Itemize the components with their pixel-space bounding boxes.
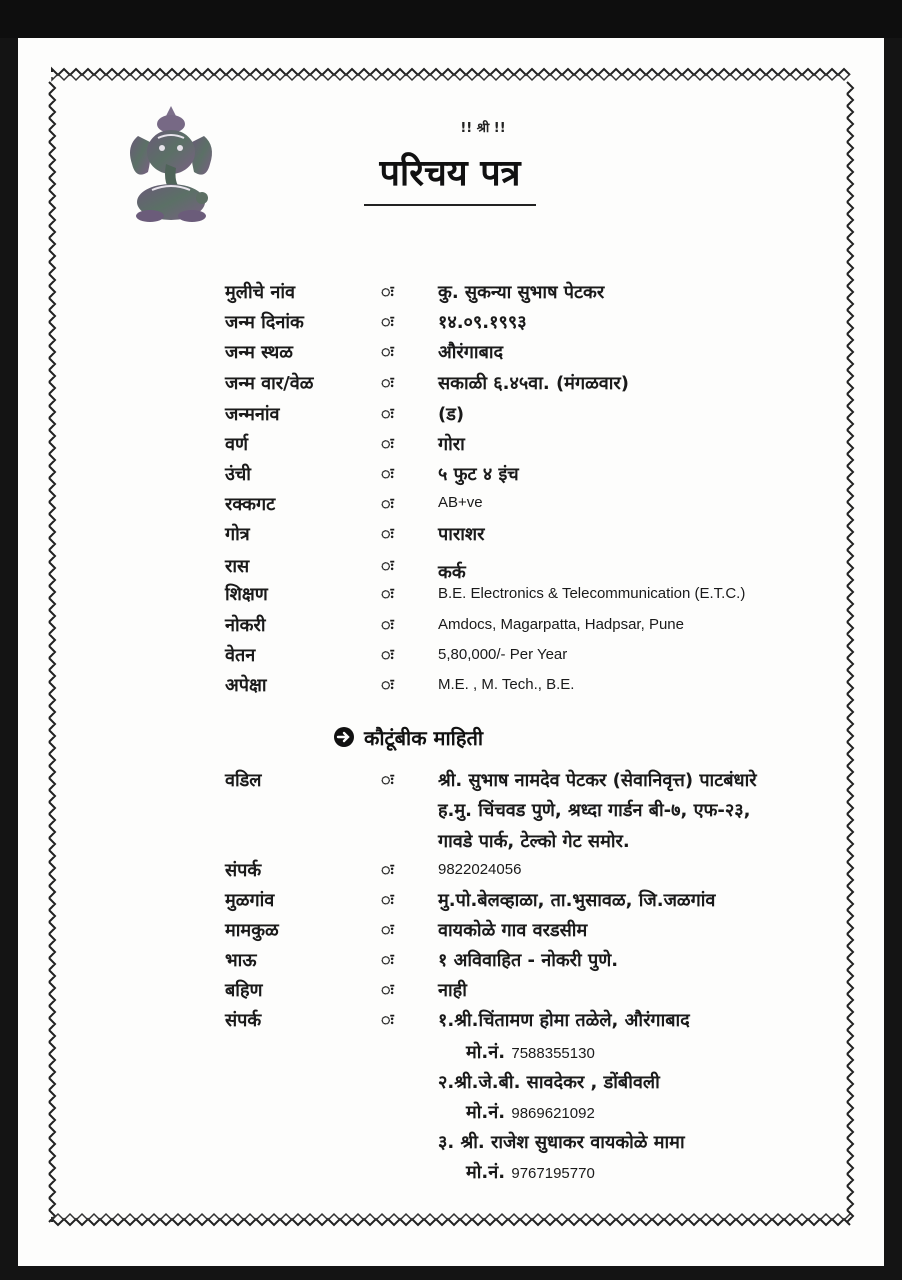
field-row [0, 522, 902, 552]
separator: ः [381, 404, 394, 423]
reference-phone-line [466, 1040, 595, 1064]
phone-prefix: मो.नं. [466, 1042, 506, 1063]
ganesh-emblem-icon [122, 102, 220, 226]
field-label: रास [225, 556, 250, 577]
separator: ः [381, 494, 394, 513]
reference-phone-line [466, 1160, 595, 1184]
field-label: गोत्र [225, 524, 250, 545]
field-value: 5,80,000/- Per Year [438, 646, 568, 663]
field-label: अपेक्षा [225, 675, 267, 696]
field-value: AB+ve [438, 494, 483, 511]
field-value: पाराशर [438, 524, 485, 545]
separator: ः [381, 556, 394, 575]
field-label: मुलीचे नांव [225, 282, 295, 303]
field-value: औरंगाबाद [438, 342, 504, 363]
reference-name: १.श्री.चिंतामण होमा तळेले, औरंगाबाद [438, 1010, 690, 1031]
reference-phone: 9767195770 [511, 1165, 595, 1182]
field-row [0, 280, 902, 310]
field-value: गोरा [438, 434, 465, 455]
family-section-heading [332, 724, 483, 751]
field-label: वर्ण [225, 434, 249, 455]
native-label: मुळगांव [225, 890, 275, 911]
sister-row [0, 978, 902, 1008]
contact-row [0, 858, 902, 888]
father-row [0, 768, 902, 798]
maternal-row [0, 918, 902, 948]
reference-phone-line [466, 1100, 595, 1124]
separator: ः [381, 584, 394, 603]
field-label: जन्म स्थळ [225, 342, 293, 363]
sister-label: बहिण [225, 980, 263, 1001]
references-label: संपर्क [225, 1010, 262, 1031]
brother-row [0, 948, 902, 978]
father-line-3: गावडे पार्क, टेल्को गेट समोर. [438, 831, 630, 852]
maternal-value: वायकोळे गाव वरडसीम [438, 920, 588, 941]
separator: ः [381, 1010, 394, 1029]
separator: ः [381, 770, 394, 789]
sister-value: नाही [438, 980, 467, 1001]
field-label: जन्मनांव [225, 404, 280, 425]
father-line-2: ह.मु. चिंचवड पुणे, श्रध्दा गार्डन बी-७, एफ-२३, [438, 800, 751, 821]
contact-label: संपर्क [225, 860, 262, 881]
maternal-label: मामकुळ [225, 920, 279, 941]
separator: ः [381, 920, 394, 939]
field-label: नोकरी [225, 615, 266, 636]
separator: ः [381, 373, 394, 392]
field-row [0, 643, 902, 673]
field-row [0, 432, 902, 462]
reference-name: २.श्री.जे.बी. सावदेकर , डोंबीवली [438, 1072, 660, 1093]
separator: ः [381, 464, 394, 483]
field-value: Amdocs, Magarpatta, Hadpsar, Pune [438, 616, 684, 633]
field-value: सकाळी ६.४५वा. (मंगळवार) [438, 373, 630, 394]
phone-prefix: मो.नं. [466, 1102, 506, 1123]
field-row [0, 554, 902, 584]
separator: ः [381, 860, 394, 879]
brother-label: भाऊ [225, 950, 257, 971]
field-value: M.E. , M. Tech., B.E. [438, 676, 575, 693]
native-place-row [0, 888, 902, 918]
circled-arrow-icon [332, 725, 356, 749]
references-row [0, 1008, 902, 1038]
reference-phone: 7588355130 [511, 1045, 595, 1062]
father-label: वडिल [225, 770, 262, 791]
separator: ः [381, 434, 394, 453]
separator: ः [381, 282, 394, 301]
field-value: (ड) [438, 404, 465, 425]
separator: ः [381, 645, 394, 664]
separator: ः [381, 342, 394, 361]
invocation-text: !! श्री !! [460, 121, 506, 136]
field-row [0, 402, 902, 432]
brother-value: १ अविवाहित - नोकरी पुणे. [438, 950, 619, 971]
field-label: शिक्षण [225, 584, 268, 605]
field-row [0, 310, 902, 340]
title-underline [364, 204, 536, 206]
separator: ः [381, 675, 394, 694]
field-label: वेतन [225, 645, 256, 666]
field-value: कर्क [438, 562, 466, 583]
field-row [0, 582, 902, 612]
field-label: जन्म दिनांक [225, 312, 304, 333]
field-row [0, 673, 902, 703]
field-row [0, 462, 902, 492]
field-row [0, 613, 902, 643]
field-label: जन्म वार/वेळ [225, 373, 314, 394]
contact-phone: 9822024056 [438, 861, 522, 878]
separator: ः [381, 615, 394, 634]
field-row [0, 340, 902, 370]
field-label: रक्कगट [225, 494, 276, 515]
separator: ः [381, 890, 394, 909]
reference-name: ३. श्री. राजेश सुधाकर वायकोळे मामा [438, 1132, 685, 1153]
field-label: उंची [225, 464, 251, 485]
field-value: कु. सुकन्या सुभाष पेटकर [438, 282, 605, 303]
father-line-1: श्री. सुभाष नामदेव पेटकर (सेवानिवृत्त) पाटबंधारे [438, 770, 757, 791]
page-title: परिचय पत्र [379, 153, 521, 194]
separator: ः [381, 950, 394, 969]
phone-prefix: मो.नं. [466, 1162, 512, 1183]
field-value: B.E. Electronics & Telecommunication (E.T.C.) [438, 585, 746, 602]
separator: ः [381, 980, 394, 999]
field-row [0, 371, 902, 401]
field-value: १४.०९.१९९३ [438, 312, 527, 333]
family-heading-text: कौटूंबीक माहिती [364, 726, 484, 750]
separator: ः [381, 312, 394, 331]
field-value: ५ फुट ४ इंच [438, 464, 519, 485]
separator: ः [381, 524, 394, 543]
reference-phone: 9869621092 [511, 1105, 595, 1122]
field-row [0, 492, 902, 522]
native-value: मु.पो.बेलव्हाळा, ता.भुसावळ, जि.जळगांव [438, 890, 716, 911]
